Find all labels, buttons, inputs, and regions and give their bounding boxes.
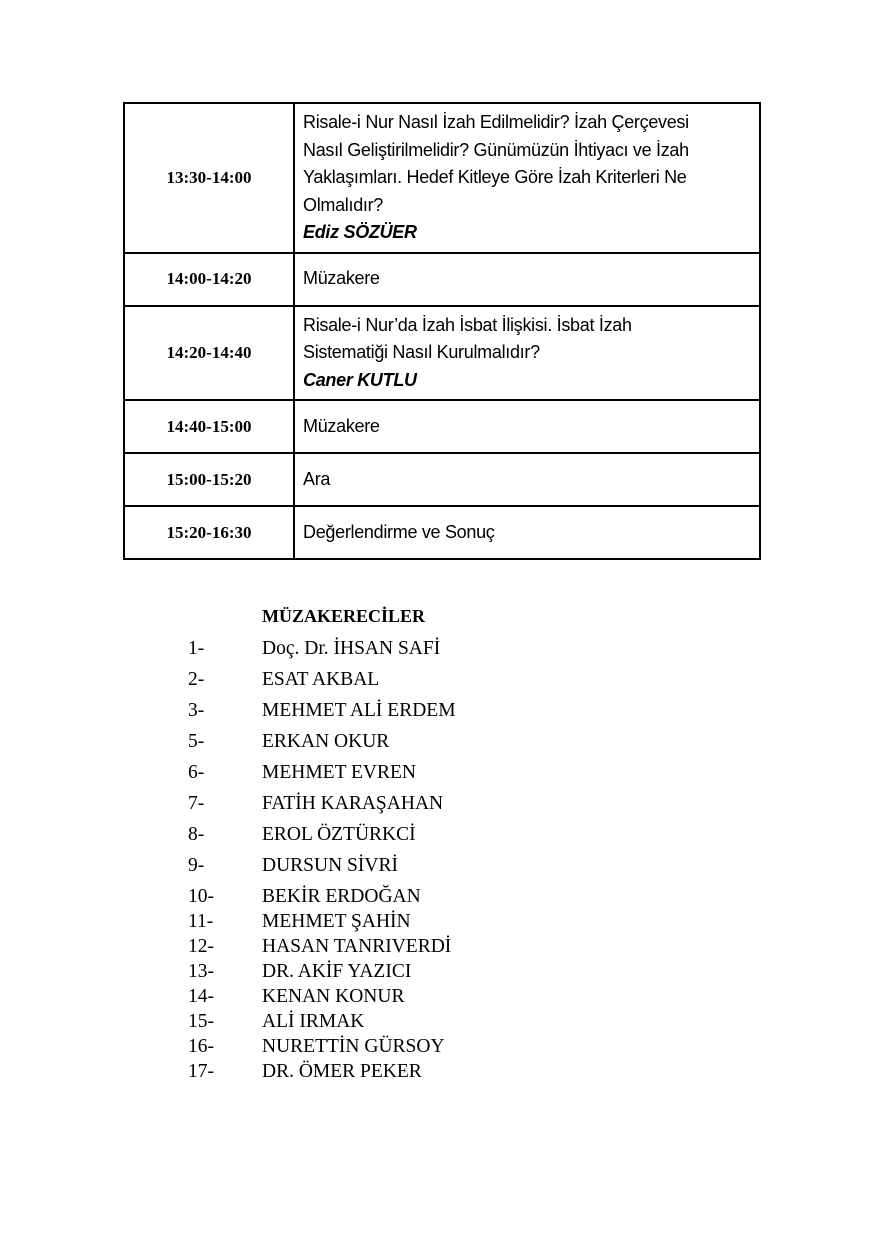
participant-name: ESAT AKBAL (262, 669, 380, 690)
schedule-row (124, 253, 760, 306)
schedule-row (124, 306, 760, 401)
list-item (0, 986, 600, 1012)
topic-line: Yaklaşımları. Hedef Kitleye Göre İzah Kriterleri Ne (303, 167, 687, 187)
list-item (0, 855, 600, 881)
participant-name: DURSUN SİVRİ (262, 855, 398, 876)
topic-line: Müzakere (303, 268, 380, 289)
list-number: 7- (188, 793, 205, 814)
topic-line: Risale-i Nur’da İzah İsbat İlişkisi. İsbat İzah (303, 314, 632, 335)
topic-line: Müzakere (303, 415, 380, 436)
list-item (0, 824, 600, 850)
list-item (0, 886, 600, 912)
session-topic (294, 506, 760, 559)
session-time: 15:00-15:20 (124, 453, 294, 506)
list-number: 17- (188, 1061, 214, 1082)
list-item (0, 936, 600, 962)
list-number: 14- (188, 986, 214, 1007)
speaker-name: Caner KUTLU (303, 369, 417, 390)
list-item (0, 669, 600, 695)
participant-name: MEHMET EVREN (262, 762, 417, 783)
schedule-row (124, 453, 760, 506)
participant-name: HASAN TANRIVERDİ (262, 936, 452, 957)
list-number: 12- (188, 936, 214, 957)
list-number: 10- (188, 886, 214, 907)
participant-name: MEHMET ALİ ERDEM (262, 700, 456, 721)
session-time: 14:20-14:40 (124, 306, 294, 401)
list-item (0, 762, 600, 788)
session-topic (294, 253, 760, 306)
session-topic (294, 400, 760, 453)
participant-name: DR. AKİF YAZICI (262, 961, 412, 982)
speaker-name: Ediz SÖZÜER (303, 222, 417, 242)
session-time: 14:00-14:20 (124, 253, 294, 306)
session-time: 14:40-15:00 (124, 400, 294, 453)
participants-heading: MÜZAKERECİLER (262, 606, 426, 626)
list-item (0, 638, 600, 664)
schedule-row (124, 103, 760, 253)
participant-name: EROL ÖZTÜRKCİ (262, 824, 416, 845)
participant-name: NURETTİN GÜRSOY (262, 1036, 445, 1057)
session-topic (294, 453, 760, 506)
list-item (0, 731, 600, 757)
topic-line: Değerlendirme ve Sonuç (303, 521, 495, 542)
participant-name: Doç. Dr. İHSAN SAFİ (262, 638, 441, 659)
session-topic (294, 103, 760, 253)
topic-line: Sistematiği Nasıl Kurulmalıdır? (303, 342, 540, 362)
list-item (0, 793, 600, 819)
schedule-row (124, 506, 760, 559)
list-number: 2- (188, 669, 205, 690)
topic-line: Ara (303, 468, 331, 489)
list-number: 16- (188, 1036, 214, 1057)
list-item (0, 911, 600, 937)
session-time: 15:20-16:30 (124, 506, 294, 559)
list-number: 13- (188, 961, 214, 982)
list-item (0, 1036, 600, 1062)
list-item (0, 1011, 600, 1037)
list-item (0, 700, 600, 726)
list-number: 11- (188, 911, 214, 932)
list-item (0, 961, 600, 987)
schedule-table (123, 102, 761, 560)
topic-line: Risale-i Nur Nasıl İzah Edilmelidir? İzah Çerçevesi (303, 112, 689, 132)
list-number: 6- (188, 762, 205, 783)
participant-name: FATİH KARAŞAHAN (262, 793, 444, 814)
participant-name: KENAN KONUR (262, 986, 405, 1007)
schedule-row (124, 400, 760, 453)
participant-name: ALİ IRMAK (262, 1011, 365, 1032)
list-number: 5- (188, 731, 205, 752)
participant-name: ERKAN OKUR (262, 731, 390, 752)
list-item (0, 1061, 600, 1087)
participant-name: DR. ÖMER PEKER (262, 1061, 422, 1082)
list-number: 9- (188, 855, 205, 876)
list-number: 15- (188, 1011, 214, 1032)
session-topic (294, 306, 760, 401)
list-number: 8- (188, 824, 205, 845)
topic-line: Nasıl Geliştirilmelidir? Günümüzün İhtiyacı ve İzah (303, 139, 689, 160)
list-number: 3- (188, 700, 205, 721)
list-number: 1- (188, 638, 205, 659)
participant-name: BEKİR ERDOĞAN (262, 886, 421, 907)
session-time: 13:30-14:00 (124, 103, 294, 253)
participant-name: MEHMET ŞAHİN (262, 911, 411, 932)
topic-line: Olmalıdır? (303, 194, 384, 215)
